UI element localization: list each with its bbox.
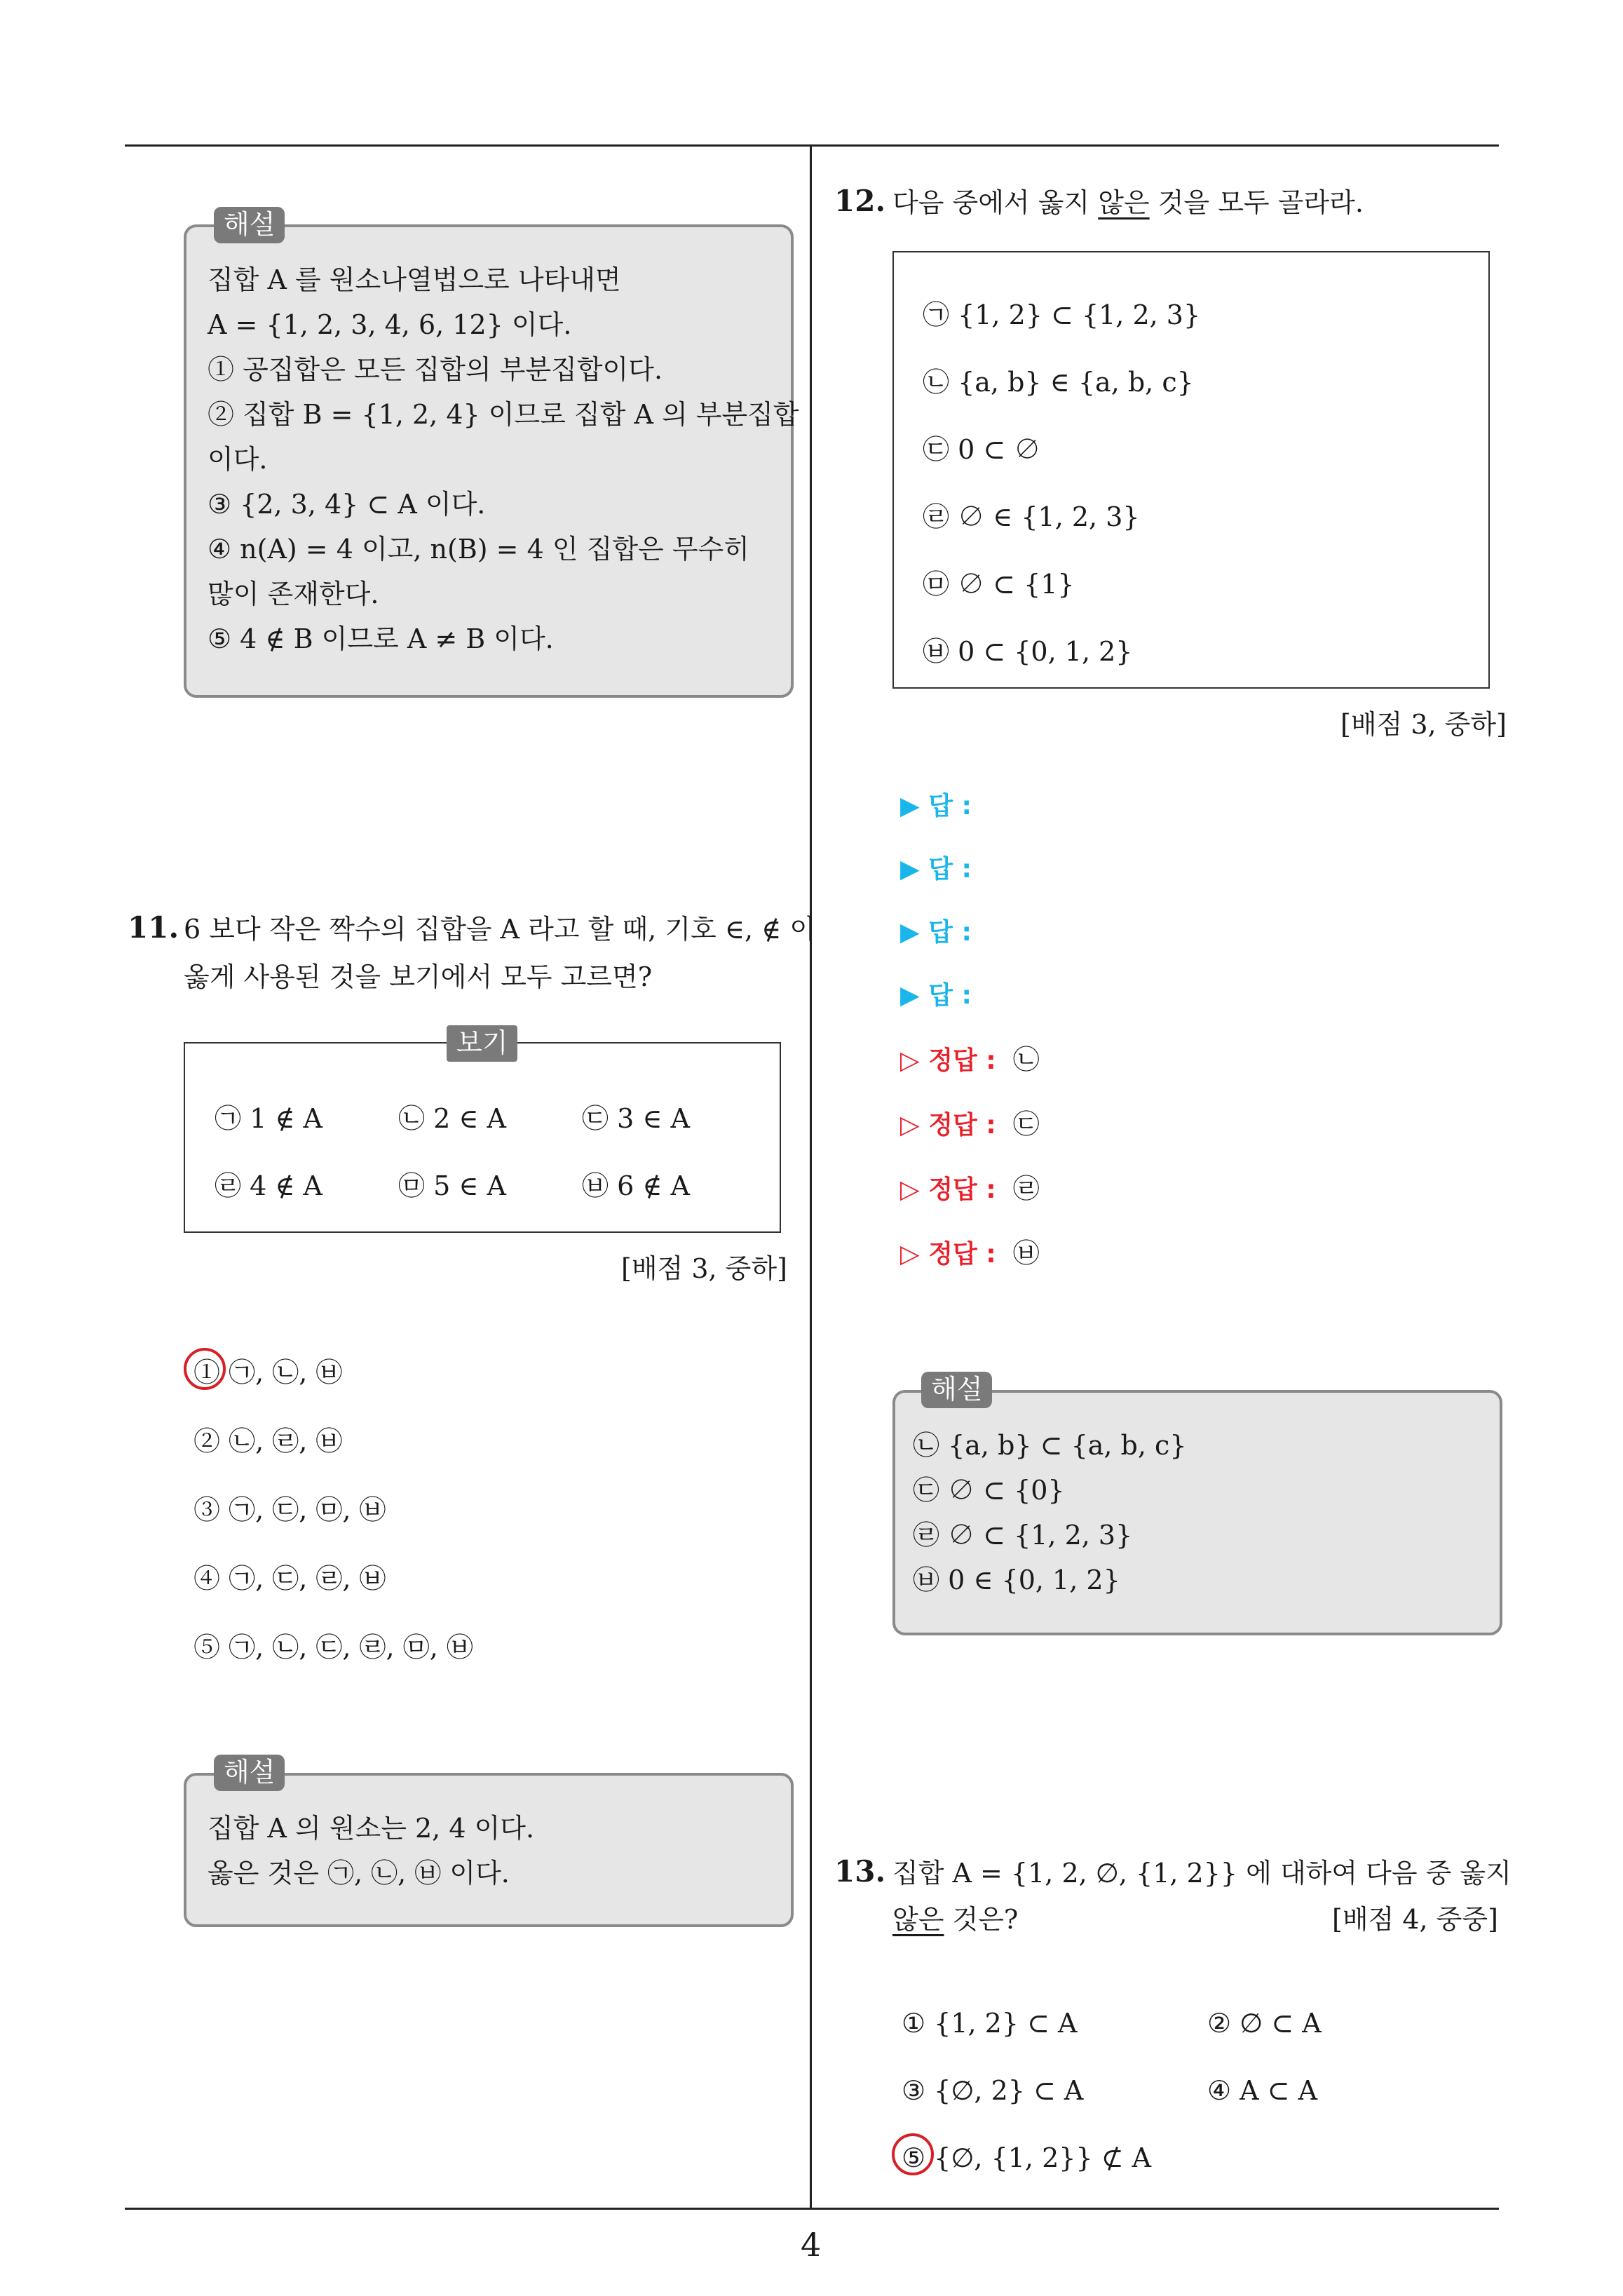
q11-choice[interactable]: ④ ㉠, ㉢, ㉣, ㉥ [193,1563,386,1594]
q11-bogi-item: ㉡ 2 ∈ A [398,1103,506,1134]
q11-bogi-tab: 보기 [447,1025,517,1062]
q11-bogi-box [184,1042,781,1233]
q13-choice[interactable]: ③ {∅, 2} ⊂ A [902,2075,1084,2106]
q13-choice[interactable]: ④ A ⊂ A [1207,2075,1318,2106]
q10-explanation-line: ③ {2, 3, 4} ⊂ A 이다. [208,489,486,520]
q12-answer-blank[interactable]: ▶ 답 : [900,792,972,821]
q12-explanation-box [892,1390,1502,1635]
bottom-rule [125,2208,1499,2210]
column-divider [810,144,812,2210]
q11-choice[interactable]: ⑤ ㉠, ㉡, ㉢, ㉣, ㉤, ㉥ [193,1632,473,1663]
q11-choice[interactable]: ② ㉡, ㉣, ㉥ [193,1426,343,1457]
q13-question-post: 것은? [944,1904,1019,1935]
q12-statement: ㉢ 0 ⊂ ∅ [923,434,1041,465]
q13-choice[interactable]: ② ∅ ⊂ A [1207,2008,1322,2039]
q12-answer-blank[interactable]: ▶ 답 : [900,918,972,947]
q12-explanation-line: ㉣ ∅ ⊂ {1, 2, 3} [913,1520,1133,1551]
page-number: 4 [801,2226,822,2264]
q11-explanation-tab: 해설 [214,1755,285,1791]
q11-choice[interactable]: ③ ㉠, ㉢, ㉤, ㉥ [193,1494,386,1525]
q13-question-underlined: 않은 [892,1904,944,1935]
q11-choice[interactable]: ① ㉠, ㉡, ㉥ [193,1357,343,1388]
q12-statement: ㉤ ∅ ⊂ {1} [923,569,1075,600]
q10-explanation-line: 집합 A 를 원소나열법으로 나타내면 [208,264,621,295]
q11-bogi-item: ㉠ 1 ∉ A [215,1103,322,1134]
q10-explanation-line: 많이 존재한다. [208,579,379,609]
q12-correct-answer: ▷ 정답 : ㉥ [900,1238,1040,1269]
q11-bogi-item: ㉢ 3 ∈ A [582,1103,690,1134]
q12-explanation-line: ㉥ 0 ∈ {0, 1, 2} [913,1565,1120,1595]
q11-explanation-line: 집합 A 의 원소는 2, 4 이다. [208,1813,535,1844]
q12-answer-blank[interactable]: ▶ 답 : [900,855,972,884]
q11-explanation-box [184,1773,794,1927]
q12-points: [배점 3, 중하] [1340,709,1507,740]
q12-explanation-line: ㉡ {a, b} ⊂ {a, b, c} [913,1430,1187,1461]
q11-question-line1: 6 보다 작은 짝수의 집합을 A 라고 할 때, 기호 ∈, ∉ 이 [184,914,816,945]
q13-number: 13. [834,1854,886,1889]
q13-selected-mark [892,2133,934,2175]
q10-explanation-line: ① 공집합은 모든 집합의 부분집합이다. [208,354,663,385]
q12-explanation-line: ㉢ ∅ ⊂ {0} [913,1475,1065,1506]
q12-question-post: 것을 모두 골라라. [1149,187,1364,218]
q10-explanation-tab: 해설 [214,207,285,243]
q12-question-pre: 다음 중에서 옳지 [892,187,1099,218]
q12-question [892,189,1364,216]
q11-bogi-item: ㉥ 6 ∉ A [582,1170,690,1201]
q13-choice[interactable]: ① {1, 2} ⊂ A [902,2008,1078,2039]
q11-points: [배점 3, 중하] [621,1253,787,1284]
q12-statement: ㉥ 0 ⊂ {0, 1, 2} [923,636,1133,667]
q13-points: [배점 4, 중중] [1332,1904,1498,1935]
q11-selected-mark [184,1348,226,1390]
q10-explanation-line: 이다. [208,444,268,475]
q12-correct-answer: ▷ 정답 : ㉡ [900,1044,1040,1075]
q12-correct-answer: ▷ 정답 : ㉣ [900,1173,1040,1204]
q11-question-line2: 옳게 사용된 것을 보기에서 모두 고르면? [184,961,653,992]
q11-explanation-line: 옳은 것은 ㉠, ㉡, ㉥ 이다. [208,1858,510,1889]
q10-explanation-line: ④ n(A) = 4 이고, n(B) = 4 인 집합은 무수히 [208,534,749,565]
q13-question-line2 [892,1906,1018,1933]
q12-explanation-tab: 해설 [921,1372,992,1408]
q12-question-underlined: 않은 [1098,187,1150,218]
q12-statement: ㉣ ∅ ∈ {1, 2, 3} [923,501,1140,532]
q12-statement: ㉠ {1, 2} ⊂ {1, 2, 3} [923,299,1201,330]
q12-statement: ㉡ {a, b} ∈ {a, b, c} [923,367,1194,398]
q10-explanation-line: A = {1, 2, 3, 4, 6, 12} 이다. [208,309,572,340]
q12-number: 12. [834,184,886,218]
top-rule [125,144,1499,147]
q12-answer-blank[interactable]: ▶ 답 : [900,981,972,1010]
q11-number: 11. [128,910,179,945]
q11-bogi-item: ㉣ 4 ∉ A [215,1170,322,1201]
q10-explanation-line: ② 집합 B = {1, 2, 4} 이므로 집합 A 의 부분집합 [208,399,799,430]
q13-question-line1: 집합 A = {1, 2, ∅, {1, 2}} 에 대하여 다음 중 옳지 [892,1858,1512,1889]
q13-choice[interactable]: ⑤ {∅, {1, 2}} ⊄ A [902,2142,1152,2173]
q11-bogi-item: ㉤ 5 ∈ A [398,1170,506,1201]
q10-explanation-line: ⑤ 4 ∉ B 이므로 A ≠ B 이다. [208,623,554,654]
q12-correct-answer: ▷ 정답 : ㉢ [900,1109,1040,1140]
